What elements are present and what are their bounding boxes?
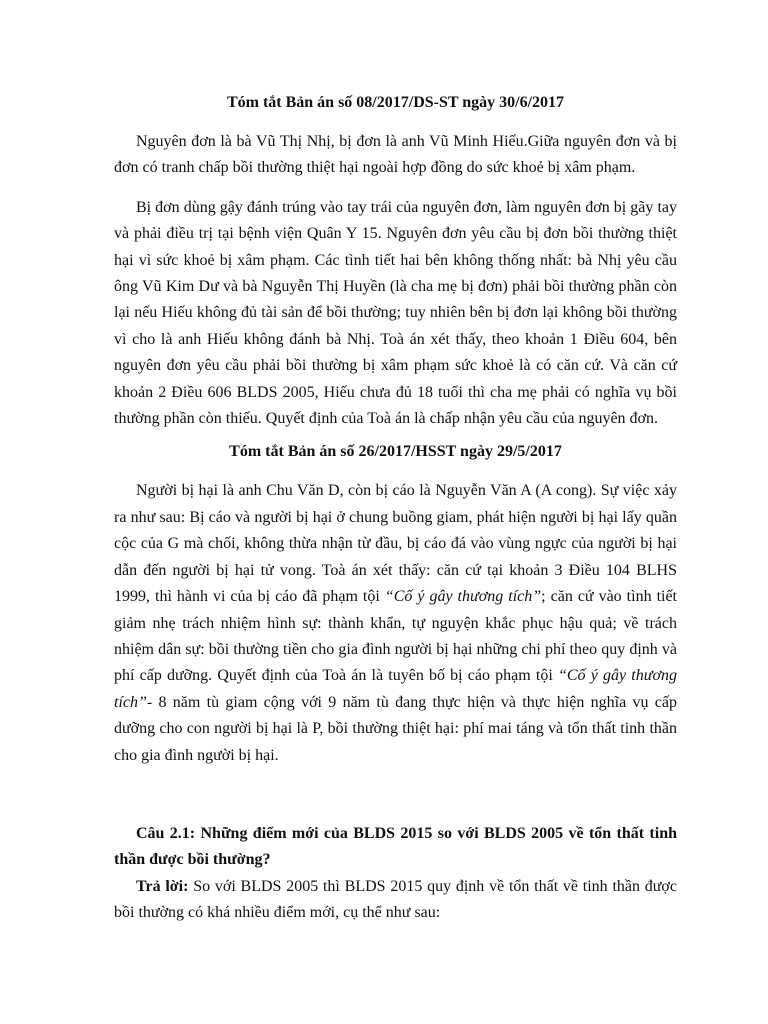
- case1-title: Tóm tắt Bản án số 08/2017/DS-ST ngày 30/6/2017: [226, 94, 565, 111]
- case2-title: Tóm tắt Bản án số 26/2017/HSST ngày 29/5/2017: [229, 443, 562, 461]
- answer-text: So với BLDS 2005 thì BLDS 2015 quy định về tổn thất về tinh thần được bồi thường có khá nhiều điểm mới, cụ thể như sau:: [114, 877, 677, 922]
- document-body: [114, 90, 677, 927]
- case2-text-a: Người bị hại là anh Chu Văn D, còn bị cáo là Nguyễn Văn A (A cong). Sự việc xảy ra như sau: Bị cáo và người bị hại ở chung buồng giam, phát hiện người bị hại lấy quần cộc của G mà chối, không thừa nhận từ đầu, bị cáo đá vào vùng ngực của người bị hại dẫn đến người bị hại tử vong. Toà án xét thấy: căn cứ tại khoản 3 Điều 104 BLHS 1999, thì hành vi của bị cáo đã phạm tội: [114, 482, 677, 606]
- case2-offense-1: “Cố ý gây thương tích”: [384, 588, 542, 606]
- case1-paragraph-2: Bị đơn dùng gậy đánh trúng vào tay trái của nguyên đơn, làm nguyên đơn bị gãy tay và phải điều trị tại bệnh viện Quân Y 15. Nguyên đơn yêu cầu bị đơn bồi thường thiệt hại vì sức khoẻ bị xâm phạm. Các tình tiết hai bên không thống nhất: bà Nhị yêu cầu ông Vũ Kim Dư và bà Nguyễn Thị Huyền (là cha mẹ bị đơn) phải bồi thường phần còn lại nếu Hiếu không đủ tài sản để bồi thường; tuy nhiên bên bị đơn lại không bồi thường vì cho là anh Hiếu không đánh bà Nhị. Toà án xét thấy, theo khoản 1 Điều 604, bên nguyên đơn yêu cầu phải bồi thường bị xâm phạm sức khoẻ là có căn cứ. Và căn cứ khoản 2 Điều 606 BLDS 2005, Hiếu chưa đủ 18 tuổi thì cha mẹ phải có nghĩa vụ bồi thường phần còn thiếu. Quyết định của Toà án là chấp nhận yêu cầu của nguyên đơn.: [114, 198, 677, 428]
- case2-text-c: - 8 năm tù giam cộng với 9 năm tù đang thực hiện và thực hiện nghĩa vụ cấp dưỡng cho con người bị hại là P, bồi thường thiệt hại: phí mai táng và tổn thất tinh thần cho gia đình người bị hại.: [114, 693, 677, 764]
- case2-paragraph-1: [114, 478, 677, 768]
- case2-offense-2: “Cố ý gây thương tích”: [114, 667, 678, 711]
- answer-label: Trả lời:: [136, 877, 189, 895]
- question-heading: Câu 2.1: Những điểm mới của BLDS 2015 so với BLDS 2005 về tổn thất tinh thần được bồi thường?: [114, 824, 677, 869]
- answer-paragraph: [114, 874, 677, 927]
- case1-paragraph-1: Nguyên đơn là bà Vũ Thị Nhị, bị đơn là anh Vũ Minh Hiếu.Giữa nguyên đơn và bị đơn có tranh chấp bồi thường thiệt hại ngoài hợp đồng do sức khoẻ bị xâm phạm.: [114, 133, 677, 177]
- case2-text-b: ; căn cứ vào tình tiết giảm nhẹ trách nhiệm hình sự: thành khẩn, tự nguyện khắc phục hậu quả; về trách nhiệm dân sự: bồi thường tiền cho gia đình người bị hại những chi phí theo quy định và phí cấp dưỡng. Quyết định của Toà án là tuyên bố bị cáo phạm tội: [114, 588, 678, 685]
